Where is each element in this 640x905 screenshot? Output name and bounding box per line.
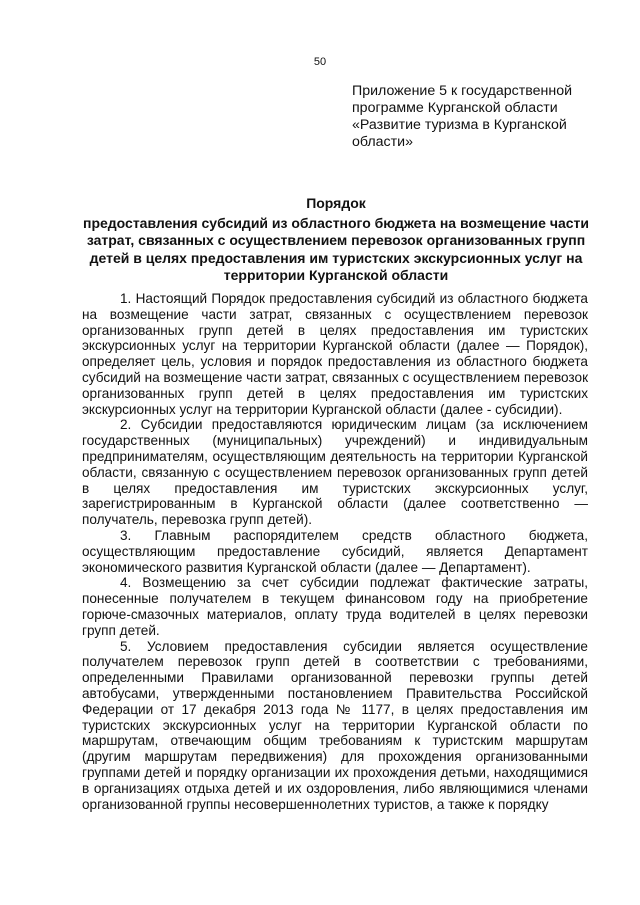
- appendix-note: [352, 83, 602, 151]
- document-subtitle-line: предоставления субсидий из областного бюджета на возмещение части: [82, 215, 589, 232]
- document-subtitle-line: затрат, связанных с осуществлением перевозок организованных групп: [86, 232, 586, 249]
- page-number: 50: [313, 56, 327, 68]
- document-title: Порядок: [306, 195, 366, 211]
- document-subtitle-line: детей в целях предоставления им туристских экскурсионных услуг на: [89, 249, 583, 266]
- paragraph-3: 3. Главным распорядителем средств областного бюджета, осуществляющим предоставление субсидий, является Департамент экономического развития Курганской области (далее — Департамент).: [82, 527, 588, 575]
- appendix-line: «Развитие туризма в Курганской: [352, 117, 567, 133]
- appendix-line: Приложение 5 к государственной: [352, 83, 573, 99]
- document-heading: [60, 195, 612, 284]
- paragraph-1: 1. Настоящий Порядок предоставления субсидий из областного бюджета на возмещение части затрат, связанных с осуществлением перевозок организованных групп детей в целях предоставления им туристских экскурсионных услуг на территории Курганской области (далее — Порядок), определяет цель, условия и порядок предоставления из областного бюджета субсидий на возмещение части затрат, связанных с осуществлением перевозок организованных групп детей в целях предоставления им туристских экскурсионных услуг на территории Курганской области (далее - субсидии).: [82, 291, 589, 417]
- document-subtitle-line: территории Курганской области: [223, 266, 449, 283]
- document-body: [82, 291, 588, 812]
- paragraph-2: 2. Субсидии предоставляются юридическим лицам (за исключением государственных (муниципальных) учреждений) и индивидуальным предпринимателям, осуществляющим деятельность на территории Курганской области, связанную с осуществлением перевозок организованных групп детей в целях предоставления им туристских экскурсионных услуг, зарегистрированным в Курганской области (далее соответственно — получатель, перевозка групп детей).: [82, 417, 588, 528]
- appendix-line: области»: [352, 134, 413, 150]
- appendix-line: программе Курганской области: [352, 100, 558, 116]
- paragraph-5: 5. Условием предоставления субсидии является осуществление получателем перевозок групп детей в соответствии с требованиями, определенными Правилами организованной перевозки группы детей автобусами, утвержденными постановлением Правительства Российской Федерации от 17 декабря 2013 года № 1177, в целях предоставления им туристских экскурсионных услуг на территории Курганской области по маршрутам, отвечающим общим требованиям к туристским маршрутам (другим маршрутам передвижения) для прохождения организованными группами детей и порядку организации их прохождения детьми, находящимися в организациях отдыха детей и их оздоровления, либо являющимися членами организованной группы несовершеннолетних туристов, а также к порядку: [82, 638, 588, 812]
- paragraph-4: 4. Возмещению за счет субсидии подлежат фактические затраты, понесенные получателем в текущем финансовом году на приобретение горюче-смазочных материалов, оплату труда водителей в целях перевозки групп детей.: [82, 575, 588, 638]
